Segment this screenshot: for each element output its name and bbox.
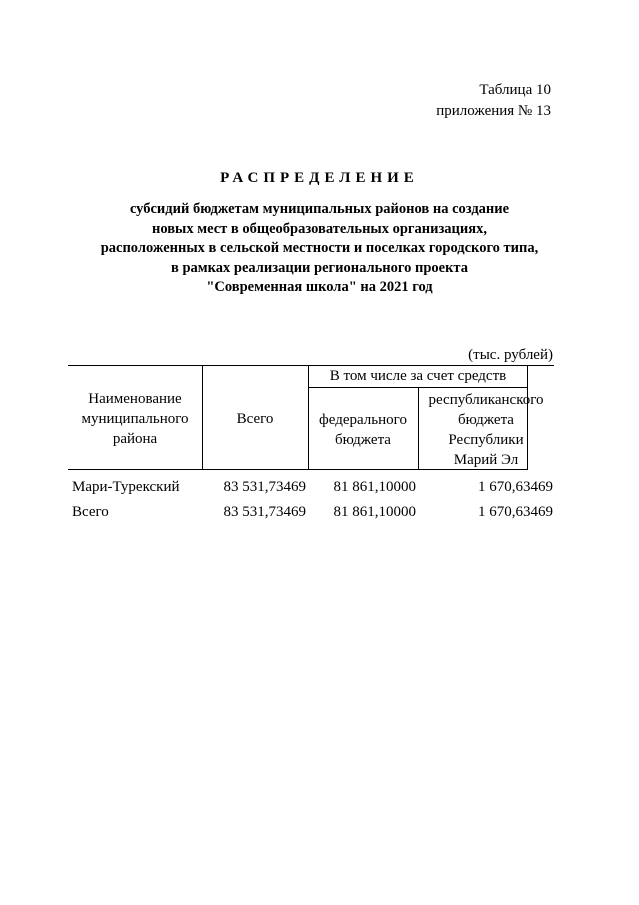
subtitle-line: субсидий бюджетам муниципальных районов на создание bbox=[129, 201, 510, 217]
header-republic-column bbox=[418, 390, 554, 470]
header-text: республиканского bbox=[428, 392, 544, 408]
unit-label: (тыс. рублей) bbox=[468, 347, 553, 363]
row-republic: 1 670,63469 bbox=[478, 504, 553, 520]
header-total-column: Всего bbox=[236, 411, 274, 427]
header-text: Республики bbox=[448, 432, 524, 448]
header-text: бюджета bbox=[458, 412, 514, 428]
appendix-reference: приложения № 13 bbox=[436, 103, 551, 119]
table-reference-number: Таблица 10 bbox=[479, 82, 551, 98]
row-name: Всего bbox=[72, 504, 109, 520]
header-text: муниципального bbox=[81, 411, 189, 427]
header-federal-column bbox=[308, 410, 418, 450]
header-text: бюджета bbox=[335, 432, 391, 448]
row-federal: 81 861,10000 bbox=[333, 504, 416, 520]
row-republic: 1 670,63469 bbox=[478, 479, 553, 495]
row-total: 83 531,73469 bbox=[223, 479, 306, 495]
header-text: Марий Эл bbox=[453, 452, 519, 468]
header-group: В том числе за счет средств bbox=[329, 368, 507, 384]
header-text: Наименование bbox=[88, 391, 182, 407]
subtitle-line: "Современная школа" на 2021 год bbox=[206, 279, 433, 295]
header-text: федерального bbox=[319, 412, 407, 428]
header-text: района bbox=[112, 431, 158, 447]
document-title: РАСПРЕДЕЛЕНИЕ bbox=[220, 170, 419, 186]
document-subtitle bbox=[0, 200, 639, 298]
header-name-column bbox=[68, 389, 202, 449]
subtitle-line: в рамках реализации регионального проекта bbox=[171, 259, 468, 276]
subtitle-line: новых мест в общеобразовательных организациях, bbox=[151, 220, 487, 237]
subtitle-line: расположенных в сельской местности и поселках городского типа, bbox=[100, 240, 539, 256]
row-federal: 81 861,10000 bbox=[333, 479, 416, 495]
row-total: 83 531,73469 bbox=[223, 504, 306, 520]
row-name: Мари-Турекский bbox=[72, 479, 180, 495]
